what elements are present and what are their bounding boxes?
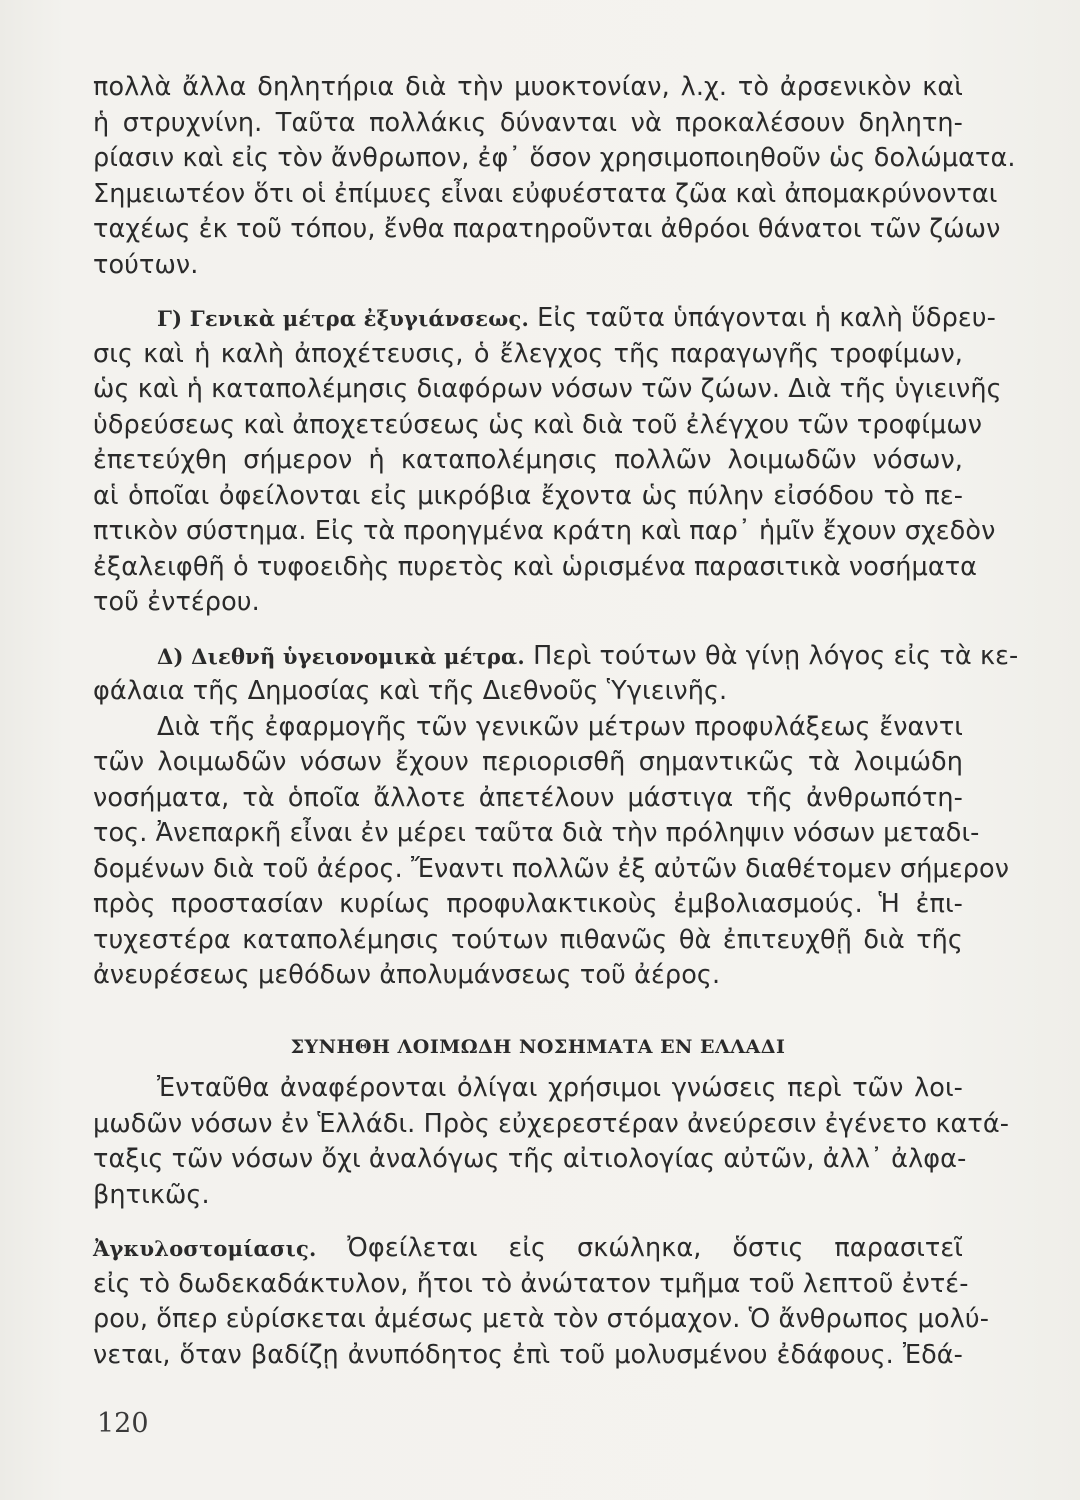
text-line: μωδῶν νόσων ἐν Ἑλλάδι. Πρὸς εὐχερεστέραν ἀνεύρεσιν ἐγένετο κατά- [93, 1108, 1010, 1139]
text-line: εἰς τὸ δωδεκαδάκτυλον, ἤτοι τὸ ἀνώτατον τμῆμα τοῦ λεπτοῦ ἐντέ- [93, 1268, 969, 1299]
text-line: νεται, ὅταν βαδίζῃ ἀνυπόδητος ἐπὶ τοῦ μολυσμένου ἐδάφους. Ἐδά- [93, 1339, 963, 1370]
text-line: πολλὰ ἄλλα δηλητήρια διὰ τὴν μυοκτονίαν, λ.χ. τὸ ἀρσενικὸν καὶ [93, 72, 963, 102]
text-line: βητικῶς. [93, 1179, 210, 1210]
text-line: πτικὸν σύστημα. Εἰς τὰ προηγμένα κράτη καὶ παρ᾽ ἡμῖν ἔχουν σχεδὸν [93, 516, 996, 546]
section-title: ΣΥΝΗΘΗ ΛΟΙΜΩΔΗ ΝΟΣΗΜΑΤΑ ΕΝ ΕΛΛΑΔΙ [290, 1035, 786, 1058]
section-ankylo-first-line [93, 1231, 963, 1267]
text-line: ὡς καὶ ἡ καταπολέμησις διαφόρων νόσων τῶν ζώων. Διὰ τῆς ὑγιεινῆς [93, 374, 1002, 404]
text-line: αἱ ὁποῖαι ὀφείλονται εἰς μικρόβια ἔχοντα ὡς πύλην εἰσόδου τὸ πε- [93, 480, 963, 511]
text-line: τῶν λοιμωδῶν νόσων ἔχουν περιορισθῆ σημαντικῶς τὰ λοιμώδη [93, 747, 963, 777]
section-d-heading: Δ) Διεθνῆ ὑγειονομικὰ μέτρα. [157, 643, 525, 669]
text-line: πρὸς προστασίαν κυρίως προφυλακτικοὺς ἐμβολιασμούς. Ἡ ἐπι- [93, 889, 963, 919]
page-number: 120 [97, 1408, 149, 1439]
text-line: δομένων διὰ τοῦ ἀέρος. Ἔναντι πολλῶν ἐξ αὐτῶν διαθέτομεν σήμερον [93, 853, 1010, 884]
text-line: τυχεστέρα καταπολέμησις τούτων πιθανῶς θὰ ἐπιτευχθῇ διὰ τῆς [93, 924, 963, 955]
text-line: ἐξαλειφθῆ ὁ τυφοειδὴς πυρετὸς καὶ ὡρισμένα παρασιτικὰ νοσήματα [93, 551, 978, 582]
text-line: ταξις τῶν νόσων ὄχι ἀναλόγως τῆς αἰτιολογίας αὐτῶν, ἀλλ᾽ ἀλφα- [93, 1144, 967, 1174]
section-d-first-line [93, 639, 1019, 675]
section-d-first-line-text: Περὶ τούτων θὰ γίνῃ λόγος εἰς τὰ κε- [524, 640, 1019, 671]
text-line: τούτων. [93, 249, 199, 280]
text-line: ταχέως ἐκ τοῦ τόπου, ἔνθα παρατηροῦνται ἀθρόοι θάνατοι τῶν ζώων [93, 214, 1001, 244]
text-line: Διὰ τῆς ἐφαρμογῆς τῶν γενικῶν μέτρων προφυλάξεως ἔναντι [157, 711, 963, 742]
text-line: ρίασιν καὶ εἰς τὸν ἄνθρωπον, ἐφ᾽ ὅσον χρησιμοποιηθοῦν ὡς δολώματα. [93, 143, 1016, 173]
text-line: ἡ στρυχνίνη. Ταῦτα πολλάκις δύνανται νὰ προκαλέσουν δηλητη- [93, 107, 963, 138]
text-line: τος. Ἀνεπαρκῆ εἶναι ἐν μέρει ταῦτα διὰ τὴν πρόληψιν νόσων μεταδι- [93, 818, 980, 848]
section-g-first-line-text: Εἰς ταῦτα ὑπάγονται ἡ καλὴ ὕδρευ- [528, 303, 996, 333]
text-line: τοῦ ἐντέρου. [93, 587, 260, 617]
text-line: ἐπετεύχθη σήμερον ἡ καταπολέμησις πολλῶν λοιμωδῶν νόσων, [93, 445, 963, 475]
text-line: Σημειωτέον ὅτι οἱ ἐπίμυες εἶναι εὐφυέστατα ζῶα καὶ ἀπομακρύνονται [93, 178, 998, 209]
section-g-heading: Γ) Γενικὰ μέτρα ἐξυγιάνσεως. [157, 306, 529, 331]
text-line: ρου, ὅπερ εὑρίσκεται ἀμέσως μετὰ τὸν στόμαχον. Ὁ ἄνθρωπος μολύ- [93, 1304, 990, 1334]
section-g-first-line [93, 301, 996, 337]
text-line: σις καὶ ἡ καλὴ ἀποχέτευσις, ὁ ἔλεγχος τῆς παραγωγῆς τροφίμων, [93, 338, 963, 369]
text-line: ὑδρεύσεως καὶ ἀποχετεύσεως ὡς καὶ διὰ τοῦ ἐλέγχου τῶν τροφίμων [93, 409, 983, 440]
text-line: Ἐνταῦθα ἀναφέρονται ὀλίγαι χρήσιμοι γνώσεις περὶ τῶν λοι- [157, 1073, 963, 1103]
section-ankylo-heading: Ἀγκυλοστομίασις. [93, 1236, 317, 1261]
page-body [93, 70, 1019, 1373]
section-ankylo-first-line-text: Ὀφείλεται εἰς σκώληκα, ὅστις παρασιτεῖ [316, 1233, 963, 1263]
text-line: ἀνευρέσεως μεθόδων ἀπολυμάνσεως τοῦ ἀέρος. [93, 960, 721, 990]
text-line: φάλαια τῆς Δημοσίας καὶ τῆς Διεθνοῦς Ὑγιεινῆς. [93, 676, 728, 706]
text-line: νοσήματα, τὰ ὁποῖα ἄλλοτε ἀπετέλουν μάστιγα τῆς ἀνθρωπότη- [93, 782, 963, 813]
